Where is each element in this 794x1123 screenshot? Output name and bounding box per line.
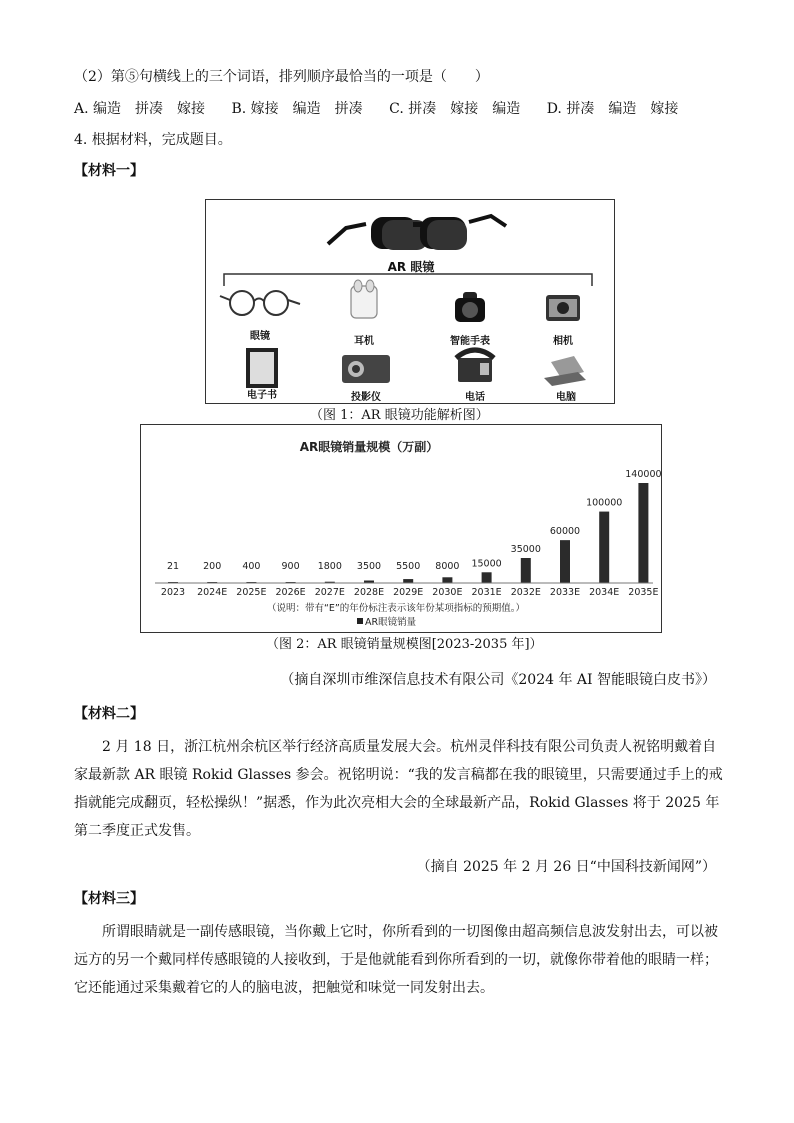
value-label-2024E: 200 bbox=[203, 561, 222, 572]
material-2-source: （摘自 2025 年 2 月 26 日“中国科技新闻网”） bbox=[416, 859, 716, 875]
x-tick-2034E: 2034E bbox=[589, 587, 620, 598]
legend-swatch bbox=[357, 618, 363, 624]
legend-label: AR眼镜销量 bbox=[365, 617, 417, 628]
value-label-2034E: 100000 bbox=[586, 497, 623, 509]
telephone-icon bbox=[456, 350, 494, 382]
value-label-2035E: 140000 bbox=[625, 469, 662, 480]
x-tick-2028E: 2028E bbox=[353, 587, 385, 598]
ar-glasses-label: AR 眼镜 bbox=[387, 260, 435, 274]
eyeglasses-icon bbox=[220, 291, 300, 315]
option-a[interactable]: A. 编造 拼凑 嫁接 bbox=[74, 101, 206, 117]
x-tick-2031E: 2031E bbox=[471, 587, 502, 598]
option-c[interactable]: C. 拼凑 嫁接 编造 bbox=[389, 101, 521, 117]
item-label-smartwatch: 智能手表 bbox=[450, 336, 490, 347]
bar-2029E bbox=[403, 579, 413, 583]
value-label-2025E: 400 bbox=[242, 561, 261, 572]
ar-glasses-diagram-graphics bbox=[206, 200, 616, 405]
bar-2033E bbox=[560, 540, 570, 583]
ar-glasses-function-diagram bbox=[205, 199, 615, 404]
item-label-glasses: 眼镜 bbox=[250, 331, 270, 342]
value-label-2023: 21 bbox=[166, 561, 180, 572]
material-3-body bbox=[74, 918, 724, 1002]
figure-1-caption: （图 1：AR 眼镜功能解析图） bbox=[310, 408, 489, 423]
bar-2032E bbox=[521, 558, 531, 583]
question-2-options bbox=[74, 99, 700, 119]
item-label-camera: 相机 bbox=[553, 336, 573, 347]
value-label-2029E: 5500 bbox=[396, 561, 421, 572]
item-label-earphones: 耳机 bbox=[354, 336, 374, 347]
material-3-heading: 【材料三】 bbox=[74, 891, 144, 907]
camera-icon bbox=[546, 295, 580, 321]
material-3-paragraph: 所谓眼睛就是一副传感眼镜，当你戴上它时，你所看到的一切图像由超高频信息波发射出去，可以被远方的另一个戴同样传感眼镜的人接收到，于是他就能看到你所看到的一切，就像你带着他的眼睛一样；它还能通过采集戴着它的人的脑电波，把触觉和味觉一同发射出去。 bbox=[74, 924, 718, 996]
bar-2034E bbox=[599, 512, 609, 583]
value-label-2027E: 1800 bbox=[317, 561, 342, 572]
x-tick-2027E: 2027E bbox=[314, 587, 345, 598]
smartwatch-icon bbox=[455, 292, 485, 322]
item-label-telephone: 电话 bbox=[465, 392, 485, 403]
x-tick-2029E: 2029E bbox=[393, 587, 424, 598]
projector-icon bbox=[342, 355, 390, 383]
ebook-icon bbox=[246, 348, 278, 388]
value-label-2032E: 35000 bbox=[510, 544, 541, 555]
chart-note: （说明：带有“E”的年份标注表示该年份某项指标的预期值。） bbox=[266, 603, 526, 614]
question-4-stem: 4. 根据材料，完成题目。 bbox=[74, 132, 232, 148]
material-2-heading: 【材料二】 bbox=[74, 706, 144, 722]
ar-glasses-icon bbox=[328, 216, 506, 250]
value-label-2031E: 15000 bbox=[471, 558, 502, 570]
material-2-body bbox=[74, 733, 724, 845]
question-2-stem: （2）第⑤句横线上的三个词语，排列顺序最恰当的一项是（ ） bbox=[74, 69, 489, 85]
value-label-2030E: 8000 bbox=[435, 561, 460, 572]
material-2-paragraph: 2 月 18 日，浙江杭州余杭区举行经济高质量发展大会。杭州灵伴科技有限公司负责人祝铭明戴着自家最新款 AR 眼镜 Rokid Glasses 参会。祝铭明说：“我的发言稿都在我的眼镜里，只需要通过手上的戒指就能完成翻页，轻松操纵！”据悉，作为此次亮相大会的全球最新产品，Rokid Glasses 将于 2025 年第二季度正式发售。 bbox=[74, 739, 723, 839]
item-label-projector: 投影仪 bbox=[351, 392, 381, 403]
x-tick-2025E: 2025E bbox=[236, 587, 267, 598]
material-1-source: （摘自深圳市维深信息技术有限公司《2024 年 AI 智能眼镜白皮书》） bbox=[280, 672, 716, 688]
figure-2-caption: （图 2：AR 眼镜销量规模图[2023-2035 年]） bbox=[266, 637, 543, 652]
x-tick-2030E: 2030E bbox=[432, 587, 463, 598]
laptop-icon bbox=[544, 356, 586, 386]
branch-line bbox=[224, 274, 592, 286]
x-tick-2035E: 2035E bbox=[628, 587, 659, 598]
value-label-2028E: 3500 bbox=[356, 561, 382, 572]
value-label-2026E: 900 bbox=[281, 561, 300, 572]
item-label-ebook: 电子书 bbox=[247, 390, 277, 401]
material-1-heading: 【材料一】 bbox=[74, 163, 144, 179]
option-b[interactable]: B. 嫁接 编造 拼凑 bbox=[231, 101, 363, 117]
x-tick-2024E: 2024E bbox=[197, 587, 228, 598]
chart-title: AR眼镜销量规模（万副） bbox=[299, 440, 439, 454]
x-tick-2033E: 2033E bbox=[549, 587, 581, 598]
x-tick-2026E: 2026E bbox=[275, 587, 306, 598]
ar-sales-chart-svg bbox=[141, 425, 663, 634]
option-d[interactable]: D. 拼凑 编造 嫁接 bbox=[546, 101, 679, 117]
x-tick-2023: 2023 bbox=[160, 587, 186, 598]
item-label-computer: 电脑 bbox=[556, 392, 576, 403]
bar-2035E bbox=[638, 483, 648, 583]
value-label-2033E: 60000 bbox=[549, 526, 581, 538]
x-tick-2032E: 2032E bbox=[510, 587, 541, 598]
bar-2030E bbox=[442, 577, 452, 583]
bar-2031E bbox=[482, 572, 492, 583]
earbuds-icon bbox=[351, 280, 377, 318]
ar-sales-chart bbox=[140, 424, 662, 633]
